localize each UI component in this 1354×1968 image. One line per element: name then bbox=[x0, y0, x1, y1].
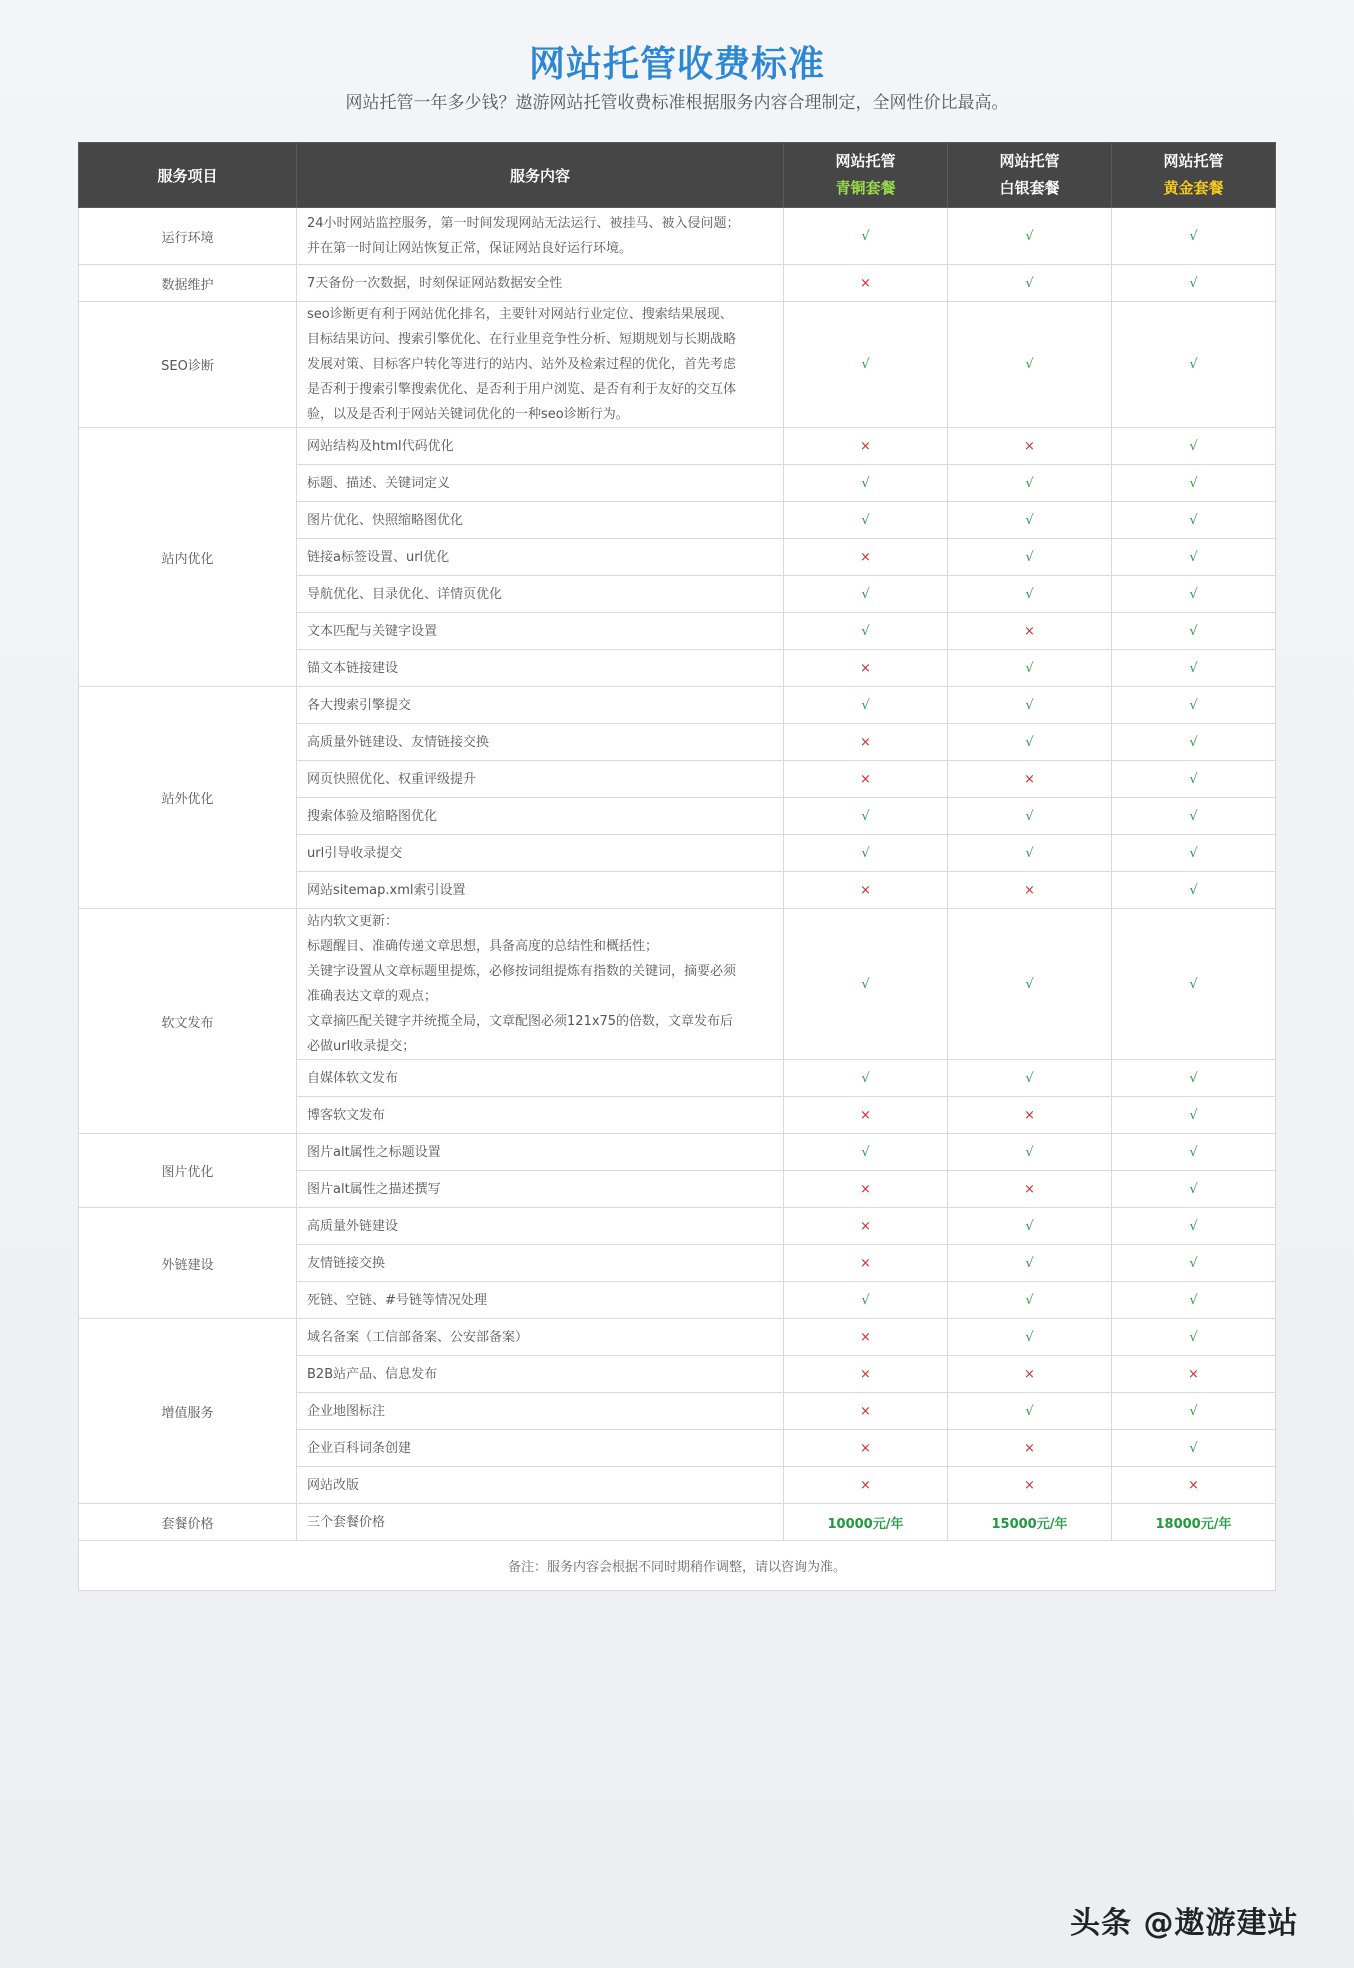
service-category: 增值服务 bbox=[79, 1319, 297, 1504]
table-row bbox=[79, 208, 1276, 265]
service-content-line: 7天备份一次数据，时刻保证网站数据安全性 bbox=[307, 275, 563, 291]
service-content bbox=[297, 1208, 784, 1245]
service-content-line: 文本匹配与关键字设置 bbox=[307, 623, 438, 639]
service-category: 软文发布 bbox=[79, 909, 297, 1134]
service-category: 数据维护 bbox=[79, 265, 297, 302]
service-content bbox=[297, 1393, 784, 1430]
service-content bbox=[297, 1282, 784, 1319]
silver-check-icon: √ bbox=[948, 1208, 1112, 1245]
pricing-table bbox=[78, 142, 1276, 1591]
bronze-price: 10000元/年 bbox=[784, 1504, 948, 1541]
bronze-check-icon: √ bbox=[784, 576, 948, 613]
service-content-line: 关键字设置从文章标题里提炼，必修按词组提炼有指数的关键词，摘要必须 bbox=[307, 964, 737, 979]
silver-check-icon: √ bbox=[948, 798, 1112, 835]
service-content-line: 死链、空链、#号链等情况处理 bbox=[307, 1292, 487, 1308]
gold-check-icon: √ bbox=[1112, 576, 1276, 613]
gold-check-icon: √ bbox=[1112, 1134, 1276, 1171]
bronze-check-icon: √ bbox=[784, 835, 948, 872]
gold-line2: 黄金套餐 bbox=[1163, 179, 1224, 197]
service-content-line: 高质量外链建设、友情链接交换 bbox=[307, 734, 490, 750]
bronze-check-icon: √ bbox=[784, 687, 948, 724]
silver-cross-icon: × bbox=[948, 613, 1112, 650]
watermark: 头条 @遨游建站 bbox=[1070, 1906, 1299, 1941]
header-silver-package bbox=[948, 143, 1112, 208]
gold-check-icon: √ bbox=[1112, 650, 1276, 687]
service-content bbox=[297, 302, 784, 428]
table-row bbox=[79, 302, 1276, 428]
gold-check-icon: √ bbox=[1112, 798, 1276, 835]
service-content-line: 文章摘匹配关键字并统揽全局，文章配图必须121x75的倍数，文章发布后 bbox=[307, 1014, 734, 1029]
service-content-line: 标题、描述、关键词定义 bbox=[307, 475, 451, 491]
gold-check-icon: √ bbox=[1112, 1282, 1276, 1319]
silver-check-icon: √ bbox=[948, 1245, 1112, 1282]
service-content-line: 标题醒目、准确传递文章思想，具备高度的总结性和概括性； bbox=[307, 939, 659, 954]
service-content-line: 各大搜索引擎提交 bbox=[307, 697, 412, 713]
service-content-line: 高质量外链建设 bbox=[307, 1218, 399, 1234]
bronze-line1: 网站托管 bbox=[835, 152, 896, 170]
gold-check-icon: √ bbox=[1112, 1060, 1276, 1097]
service-content bbox=[297, 576, 784, 613]
silver-check-icon: √ bbox=[948, 1060, 1112, 1097]
bronze-cross-icon: × bbox=[784, 1467, 948, 1504]
gold-cross-icon: × bbox=[1112, 1467, 1276, 1504]
silver-cross-icon: × bbox=[948, 761, 1112, 798]
bronze-cross-icon: × bbox=[784, 1319, 948, 1356]
service-category: 图片优化 bbox=[79, 1134, 297, 1208]
service-content bbox=[297, 1171, 784, 1208]
note-row bbox=[79, 1541, 1276, 1591]
price-row bbox=[79, 1504, 1276, 1541]
gold-check-icon: √ bbox=[1112, 761, 1276, 798]
service-content bbox=[297, 1245, 784, 1282]
service-category: 站外优化 bbox=[79, 687, 297, 909]
silver-line2: 白银套餐 bbox=[999, 179, 1060, 197]
bronze-check-icon: √ bbox=[784, 1282, 948, 1319]
service-content-line: 网页快照优化、权重评级提升 bbox=[307, 771, 477, 787]
gold-check-icon: √ bbox=[1112, 1430, 1276, 1467]
header-service-item: 服务项目 bbox=[79, 143, 297, 208]
price-content: 三个套餐价格 bbox=[297, 1504, 784, 1541]
service-content bbox=[297, 539, 784, 576]
silver-check-icon: √ bbox=[948, 1319, 1112, 1356]
service-content-line: 图片优化、快照缩略图优化 bbox=[307, 512, 464, 528]
silver-line1: 网站托管 bbox=[999, 152, 1060, 170]
silver-cross-icon: × bbox=[948, 1430, 1112, 1467]
service-content-line: 目标结果访问、搜索引擎优化、在行业里竞争性分析、短期规划与长期战略 bbox=[307, 332, 737, 347]
service-content-line: 网站结构及html代码优化 bbox=[307, 438, 454, 454]
silver-check-icon: √ bbox=[948, 302, 1112, 428]
service-content bbox=[297, 1060, 784, 1097]
service-content bbox=[297, 265, 784, 302]
service-content-line: 必做url收录提交； bbox=[307, 1039, 416, 1054]
service-content-line: 导航优化、目录优化、详情页优化 bbox=[307, 586, 503, 602]
service-category: 站内优化 bbox=[79, 428, 297, 687]
silver-check-icon: √ bbox=[948, 465, 1112, 502]
bronze-check-icon: √ bbox=[784, 302, 948, 428]
service-content-line: 网站改版 bbox=[307, 1477, 360, 1493]
gold-check-icon: √ bbox=[1112, 302, 1276, 428]
service-content bbox=[297, 687, 784, 724]
silver-price: 15000元/年 bbox=[948, 1504, 1112, 1541]
silver-cross-icon: × bbox=[948, 428, 1112, 465]
silver-cross-icon: × bbox=[948, 872, 1112, 909]
bronze-cross-icon: × bbox=[784, 872, 948, 909]
gold-check-icon: √ bbox=[1112, 613, 1276, 650]
gold-check-icon: √ bbox=[1112, 1393, 1276, 1430]
service-content bbox=[297, 650, 784, 687]
silver-check-icon: √ bbox=[948, 539, 1112, 576]
service-content bbox=[297, 1467, 784, 1504]
service-content bbox=[297, 1134, 784, 1171]
service-content-line: 图片alt属性之描述撰写 bbox=[307, 1181, 441, 1197]
silver-check-icon: √ bbox=[948, 502, 1112, 539]
bronze-cross-icon: × bbox=[784, 265, 948, 302]
page-title: 网站托管收费标准 bbox=[528, 44, 825, 85]
gold-check-icon: √ bbox=[1112, 872, 1276, 909]
service-content bbox=[297, 872, 784, 909]
service-content bbox=[297, 835, 784, 872]
header-service-content: 服务内容 bbox=[297, 143, 784, 208]
service-content-line: 站内软文更新： bbox=[307, 914, 399, 929]
gold-check-icon: √ bbox=[1112, 208, 1276, 265]
service-content bbox=[297, 208, 784, 265]
service-content bbox=[297, 465, 784, 502]
service-content-line: B2B站产品、信息发布 bbox=[307, 1366, 438, 1382]
bronze-cross-icon: × bbox=[784, 1356, 948, 1393]
bronze-cross-icon: × bbox=[784, 1245, 948, 1282]
gold-check-icon: √ bbox=[1112, 1319, 1276, 1356]
service-content bbox=[297, 798, 784, 835]
silver-cross-icon: × bbox=[948, 1097, 1112, 1134]
service-content-line: 网站sitemap.xml索引设置 bbox=[307, 882, 466, 898]
page-subtitle: 网站托管一年多少钱？遨游网站托管收费标准根据服务内容合理制定，全网性价比最高。 bbox=[345, 93, 1009, 113]
bronze-check-icon: √ bbox=[784, 1060, 948, 1097]
bronze-check-icon: √ bbox=[784, 1134, 948, 1171]
service-category: 运行环境 bbox=[79, 208, 297, 265]
table-row bbox=[79, 1208, 1276, 1245]
silver-cross-icon: × bbox=[948, 1467, 1112, 1504]
silver-check-icon: √ bbox=[948, 687, 1112, 724]
gold-check-icon: √ bbox=[1112, 1208, 1276, 1245]
gold-check-icon: √ bbox=[1112, 909, 1276, 1060]
service-content-line: 24小时网站监控服务，第一时间发现网站无法运行、被挂马、被入侵问题； bbox=[307, 216, 740, 231]
bronze-cross-icon: × bbox=[784, 1393, 948, 1430]
bronze-check-icon: √ bbox=[784, 798, 948, 835]
table-row bbox=[79, 909, 1276, 1060]
service-content-line: url引导收录提交 bbox=[307, 845, 403, 861]
bronze-cross-icon: × bbox=[784, 761, 948, 798]
table-row bbox=[79, 1319, 1276, 1356]
table-row bbox=[79, 265, 1276, 302]
service-category: 外链建设 bbox=[79, 1208, 297, 1319]
bronze-cross-icon: × bbox=[784, 1430, 948, 1467]
silver-check-icon: √ bbox=[948, 1393, 1112, 1430]
service-content-line: 是否利于搜索引擎搜索优化、是否利于用户浏览、是否有利于友好的交互体 bbox=[307, 382, 737, 397]
service-content bbox=[297, 502, 784, 539]
service-content bbox=[297, 1319, 784, 1356]
silver-check-icon: √ bbox=[948, 208, 1112, 265]
silver-check-icon: √ bbox=[948, 576, 1112, 613]
bronze-check-icon: √ bbox=[784, 208, 948, 265]
gold-price: 18000元/年 bbox=[1112, 1504, 1276, 1541]
gold-check-icon: √ bbox=[1112, 465, 1276, 502]
silver-cross-icon: × bbox=[948, 1171, 1112, 1208]
service-content-line: 企业地图标注 bbox=[307, 1403, 386, 1419]
silver-check-icon: √ bbox=[948, 1282, 1112, 1319]
silver-cross-icon: × bbox=[948, 1356, 1112, 1393]
table-row bbox=[79, 1134, 1276, 1171]
service-content-line: 自媒体软文发布 bbox=[307, 1070, 399, 1086]
header-bronze-package bbox=[784, 143, 948, 208]
silver-check-icon: √ bbox=[948, 909, 1112, 1060]
service-content-line: 验，以及是否利于网站关键词优化的一种seo诊断行为。 bbox=[307, 407, 629, 422]
silver-check-icon: √ bbox=[948, 1134, 1112, 1171]
gold-check-icon: √ bbox=[1112, 428, 1276, 465]
service-content bbox=[297, 1097, 784, 1134]
service-content-line: 准确表达文章的观点； bbox=[307, 989, 438, 1004]
service-content-line: 搜索体验及缩略图优化 bbox=[307, 808, 438, 824]
service-content bbox=[297, 1430, 784, 1467]
bronze-cross-icon: × bbox=[784, 428, 948, 465]
silver-check-icon: √ bbox=[948, 724, 1112, 761]
note-text: 备注：服务内容会根据不同时期稍作调整，请以咨询为准。 bbox=[79, 1541, 1276, 1591]
silver-check-icon: √ bbox=[948, 650, 1112, 687]
service-content-line: seo诊断更有利于网站优化排名，主要针对网站行业定位、搜索结果展现、 bbox=[307, 307, 733, 322]
table-body bbox=[79, 208, 1276, 1591]
service-content-line: 发展对策、目标客户转化等进行的站内、站外及检索过程的优化，首先考虑 bbox=[307, 357, 737, 372]
bronze-line2: 青铜套餐 bbox=[835, 179, 896, 197]
gold-check-icon: √ bbox=[1112, 539, 1276, 576]
service-content-line: 图片alt属性之标题设置 bbox=[307, 1144, 441, 1160]
gold-check-icon: √ bbox=[1112, 724, 1276, 761]
gold-check-icon: √ bbox=[1112, 1171, 1276, 1208]
service-content bbox=[297, 613, 784, 650]
service-content-line: 锚文本链接建设 bbox=[307, 660, 399, 676]
table-row bbox=[79, 428, 1276, 465]
gold-line1: 网站托管 bbox=[1163, 152, 1224, 170]
gold-check-icon: √ bbox=[1112, 687, 1276, 724]
bronze-check-icon: √ bbox=[784, 909, 948, 1060]
bronze-cross-icon: × bbox=[784, 1208, 948, 1245]
silver-check-icon: √ bbox=[948, 265, 1112, 302]
gold-check-icon: √ bbox=[1112, 1097, 1276, 1134]
service-content bbox=[297, 428, 784, 465]
gold-check-icon: √ bbox=[1112, 265, 1276, 302]
service-content-line: 域名备案（工信部备案、公安部备案） bbox=[307, 1329, 529, 1345]
bronze-check-icon: √ bbox=[784, 613, 948, 650]
service-content-line: 并在第一时间让网站恢复正常，保证网站良好运行环境。 bbox=[307, 241, 633, 256]
bronze-check-icon: √ bbox=[784, 465, 948, 502]
bronze-cross-icon: × bbox=[784, 1171, 948, 1208]
bronze-check-icon: √ bbox=[784, 502, 948, 539]
silver-check-icon: √ bbox=[948, 835, 1112, 872]
table-row bbox=[79, 687, 1276, 724]
service-content-line: 博客软文发布 bbox=[307, 1107, 386, 1123]
header-gold-package bbox=[1112, 143, 1276, 208]
service-content bbox=[297, 909, 784, 1060]
service-content bbox=[297, 1356, 784, 1393]
bronze-cross-icon: × bbox=[784, 724, 948, 761]
service-content-line: 友情链接交换 bbox=[307, 1255, 386, 1271]
service-category: SEO诊断 bbox=[79, 302, 297, 428]
service-content-line: 企业百科词条创建 bbox=[307, 1440, 412, 1456]
gold-check-icon: √ bbox=[1112, 1245, 1276, 1282]
table-header-row bbox=[79, 143, 1276, 208]
service-content bbox=[297, 761, 784, 798]
price-category: 套餐价格 bbox=[79, 1504, 297, 1541]
bronze-cross-icon: × bbox=[784, 539, 948, 576]
gold-check-icon: √ bbox=[1112, 502, 1276, 539]
bronze-cross-icon: × bbox=[784, 650, 948, 687]
bronze-cross-icon: × bbox=[784, 1097, 948, 1134]
gold-check-icon: √ bbox=[1112, 835, 1276, 872]
gold-cross-icon: × bbox=[1112, 1356, 1276, 1393]
service-content bbox=[297, 724, 784, 761]
service-content-line: 链接a标签设置、url优化 bbox=[307, 549, 450, 565]
